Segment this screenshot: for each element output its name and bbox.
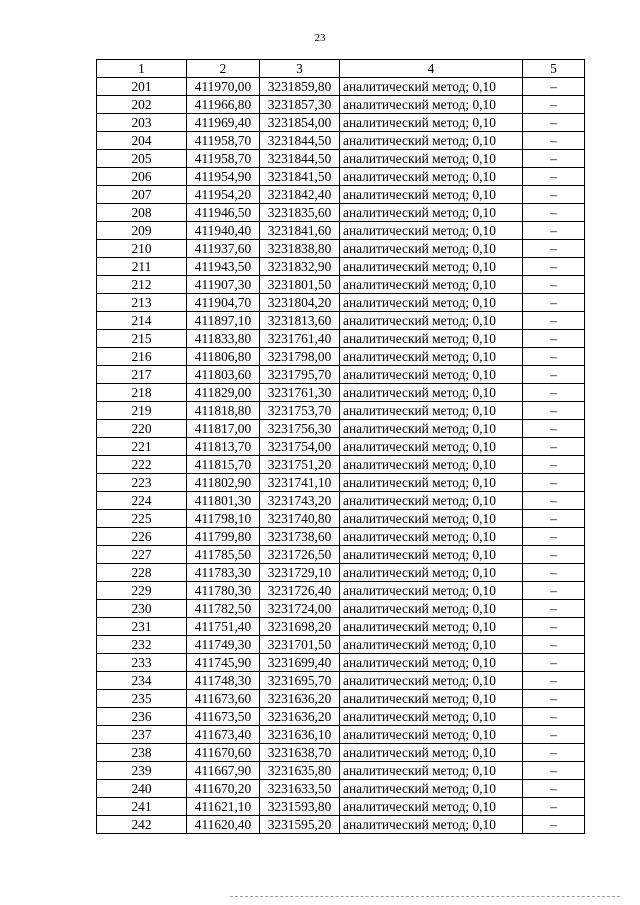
table-row	[97, 204, 585, 222]
cell-col-3: 3231701,50	[260, 636, 340, 654]
cell-col-4: аналитический метод; 0,10	[340, 114, 523, 132]
cell-col-3: 3231595,20	[260, 816, 340, 834]
cell-col-5: –	[523, 258, 585, 276]
cell-col-2: 411802,90	[187, 474, 260, 492]
cell-col-4: аналитический метод; 0,10	[340, 546, 523, 564]
cell-col-4: аналитический метод; 0,10	[340, 654, 523, 672]
cell-col-1: 210	[97, 240, 187, 258]
cell-col-4: аналитический метод; 0,10	[340, 294, 523, 312]
table-row	[97, 276, 585, 294]
cell-col-4: аналитический метод; 0,10	[340, 798, 523, 816]
cell-col-3: 3231859,80	[260, 78, 340, 96]
cell-col-3: 3231698,20	[260, 618, 340, 636]
table-row	[97, 618, 585, 636]
cell-col-5: –	[523, 294, 585, 312]
cell-col-1: 223	[97, 474, 187, 492]
table-row	[97, 384, 585, 402]
table-row	[97, 654, 585, 672]
cell-col-2: 411799,80	[187, 528, 260, 546]
cell-col-3: 3231844,50	[260, 132, 340, 150]
cell-col-4: аналитический метод; 0,10	[340, 456, 523, 474]
cell-col-5: –	[523, 492, 585, 510]
cell-col-2: 411673,40	[187, 726, 260, 744]
cell-col-2: 411620,40	[187, 816, 260, 834]
cell-col-1: 228	[97, 564, 187, 582]
table-row	[97, 186, 585, 204]
cell-col-4: аналитический метод; 0,10	[340, 186, 523, 204]
cell-col-1: 212	[97, 276, 187, 294]
cell-col-3: 3231804,20	[260, 294, 340, 312]
cell-col-1: 205	[97, 150, 187, 168]
cell-col-1: 230	[97, 600, 187, 618]
cell-col-2: 411954,20	[187, 186, 260, 204]
cell-col-1: 207	[97, 186, 187, 204]
cell-col-1: 234	[97, 672, 187, 690]
cell-col-5: –	[523, 546, 585, 564]
cell-col-5: –	[523, 762, 585, 780]
table-row	[97, 582, 585, 600]
cell-col-5: –	[523, 240, 585, 258]
cell-col-3: 3231795,70	[260, 366, 340, 384]
cell-col-3: 3231801,50	[260, 276, 340, 294]
cell-col-5: –	[523, 708, 585, 726]
cell-col-3: 3231756,30	[260, 420, 340, 438]
cell-col-2: 411969,40	[187, 114, 260, 132]
table-row	[97, 456, 585, 474]
cell-col-5: –	[523, 780, 585, 798]
cell-col-1: 239	[97, 762, 187, 780]
cell-col-4: аналитический метод; 0,10	[340, 312, 523, 330]
cell-col-3: 3231726,40	[260, 582, 340, 600]
cell-col-5: –	[523, 672, 585, 690]
cell-col-1: 215	[97, 330, 187, 348]
cell-col-1: 238	[97, 744, 187, 762]
cell-col-4: аналитический метод; 0,10	[340, 276, 523, 294]
cell-col-5: –	[523, 456, 585, 474]
cell-col-5: –	[523, 276, 585, 294]
cell-col-3: 3231835,60	[260, 204, 340, 222]
cell-col-2: 411806,80	[187, 348, 260, 366]
cell-col-2: 411749,30	[187, 636, 260, 654]
table-row	[97, 636, 585, 654]
cell-col-2: 411829,00	[187, 384, 260, 402]
cell-col-3: 3231740,80	[260, 510, 340, 528]
cell-col-4: аналитический метод; 0,10	[340, 258, 523, 276]
table-row	[97, 240, 585, 258]
cell-col-5: –	[523, 564, 585, 582]
footer-scan-marks	[230, 896, 620, 900]
cell-col-1: 242	[97, 816, 187, 834]
cell-col-3: 3231753,70	[260, 402, 340, 420]
cell-col-5: –	[523, 330, 585, 348]
column-header-2: 2	[187, 60, 260, 78]
cell-col-1: 232	[97, 636, 187, 654]
cell-col-3: 3231841,50	[260, 168, 340, 186]
cell-col-5: –	[523, 222, 585, 240]
cell-col-4: аналитический метод; 0,10	[340, 816, 523, 834]
table-row	[97, 726, 585, 744]
table-row	[97, 708, 585, 726]
cell-col-4: аналитический метод; 0,10	[340, 78, 523, 96]
cell-col-1: 229	[97, 582, 187, 600]
cell-col-1: 237	[97, 726, 187, 744]
table-row	[97, 312, 585, 330]
cell-col-1: 220	[97, 420, 187, 438]
table-row	[97, 510, 585, 528]
cell-col-3: 3231832,90	[260, 258, 340, 276]
cell-col-1: 209	[97, 222, 187, 240]
cell-col-3: 3231751,20	[260, 456, 340, 474]
table-row	[97, 330, 585, 348]
cell-col-4: аналитический метод; 0,10	[340, 726, 523, 744]
cell-col-5: –	[523, 384, 585, 402]
cell-col-1: 216	[97, 348, 187, 366]
cell-col-2: 411748,30	[187, 672, 260, 690]
cell-col-2: 411780,30	[187, 582, 260, 600]
cell-col-5: –	[523, 96, 585, 114]
cell-col-1: 222	[97, 456, 187, 474]
cell-col-4: аналитический метод; 0,10	[340, 366, 523, 384]
cell-col-4: аналитический метод; 0,10	[340, 744, 523, 762]
coordinates-table	[96, 59, 585, 834]
cell-col-3: 3231857,30	[260, 96, 340, 114]
cell-col-2: 411670,20	[187, 780, 260, 798]
cell-col-3: 3231761,30	[260, 384, 340, 402]
cell-col-3: 3231813,60	[260, 312, 340, 330]
cell-col-2: 411670,60	[187, 744, 260, 762]
cell-col-2: 411897,10	[187, 312, 260, 330]
column-header-3: 3	[260, 60, 340, 78]
page-number: 23	[314, 32, 326, 44]
cell-col-2: 411943,50	[187, 258, 260, 276]
cell-col-4: аналитический метод; 0,10	[340, 780, 523, 798]
cell-col-2: 411813,70	[187, 438, 260, 456]
cell-col-1: 204	[97, 132, 187, 150]
cell-col-4: аналитический метод; 0,10	[340, 762, 523, 780]
table-row	[97, 564, 585, 582]
cell-col-5: –	[523, 312, 585, 330]
cell-col-3: 3231842,40	[260, 186, 340, 204]
cell-col-1: 203	[97, 114, 187, 132]
cell-col-4: аналитический метод; 0,10	[340, 474, 523, 492]
cell-col-5: –	[523, 636, 585, 654]
cell-col-5: –	[523, 366, 585, 384]
cell-col-2: 411907,30	[187, 276, 260, 294]
cell-col-5: –	[523, 510, 585, 528]
table-row	[97, 780, 585, 798]
cell-col-4: аналитический метод; 0,10	[340, 510, 523, 528]
cell-col-3: 3231838,80	[260, 240, 340, 258]
cell-col-3: 3231635,80	[260, 762, 340, 780]
cell-col-2: 411970,00	[187, 78, 260, 96]
cell-col-5: –	[523, 420, 585, 438]
cell-col-5: –	[523, 132, 585, 150]
cell-col-2: 411783,30	[187, 564, 260, 582]
cell-col-2: 411954,90	[187, 168, 260, 186]
cell-col-2: 411751,40	[187, 618, 260, 636]
cell-col-4: аналитический метод; 0,10	[340, 600, 523, 618]
cell-col-5: –	[523, 582, 585, 600]
cell-col-5: –	[523, 798, 585, 816]
cell-col-4: аналитический метод; 0,10	[340, 618, 523, 636]
table-row	[97, 366, 585, 384]
cell-col-5: –	[523, 816, 585, 834]
cell-col-5: –	[523, 114, 585, 132]
cell-col-5: –	[523, 438, 585, 456]
cell-col-1: 208	[97, 204, 187, 222]
cell-col-2: 411815,70	[187, 456, 260, 474]
cell-col-3: 3231844,50	[260, 150, 340, 168]
cell-col-2: 411785,50	[187, 546, 260, 564]
cell-col-4: аналитический метод; 0,10	[340, 636, 523, 654]
cell-col-1: 225	[97, 510, 187, 528]
cell-col-5: –	[523, 168, 585, 186]
cell-col-1: 240	[97, 780, 187, 798]
cell-col-1: 224	[97, 492, 187, 510]
cell-col-3: 3231729,10	[260, 564, 340, 582]
cell-col-1: 214	[97, 312, 187, 330]
table-body	[97, 78, 585, 834]
cell-col-2: 411745,90	[187, 654, 260, 672]
cell-col-3: 3231699,40	[260, 654, 340, 672]
cell-col-4: аналитический метод; 0,10	[340, 708, 523, 726]
cell-col-2: 411904,70	[187, 294, 260, 312]
cell-col-3: 3231633,50	[260, 780, 340, 798]
cell-col-3: 3231738,60	[260, 528, 340, 546]
cell-col-4: аналитический метод; 0,10	[340, 348, 523, 366]
table-row	[97, 150, 585, 168]
cell-col-3: 3231741,10	[260, 474, 340, 492]
table-row	[97, 744, 585, 762]
table-row	[97, 420, 585, 438]
table-header-row	[97, 60, 585, 78]
cell-col-2: 411673,60	[187, 690, 260, 708]
cell-col-3: 3231726,50	[260, 546, 340, 564]
table-row	[97, 816, 585, 834]
cell-col-4: аналитический метод; 0,10	[340, 168, 523, 186]
cell-col-1: 226	[97, 528, 187, 546]
cell-col-3: 3231743,20	[260, 492, 340, 510]
cell-col-2: 411801,30	[187, 492, 260, 510]
cell-col-4: аналитический метод; 0,10	[340, 384, 523, 402]
table-row	[97, 348, 585, 366]
cell-col-4: аналитический метод; 0,10	[340, 582, 523, 600]
cell-col-5: –	[523, 150, 585, 168]
cell-col-2: 411940,40	[187, 222, 260, 240]
cell-col-3: 3231841,60	[260, 222, 340, 240]
cell-col-5: –	[523, 348, 585, 366]
cell-col-5: –	[523, 186, 585, 204]
table-row	[97, 546, 585, 564]
cell-col-5: –	[523, 528, 585, 546]
cell-col-4: аналитический метод; 0,10	[340, 150, 523, 168]
table-row	[97, 402, 585, 420]
cell-col-2: 411818,80	[187, 402, 260, 420]
cell-col-3: 3231636,20	[260, 708, 340, 726]
cell-col-5: –	[523, 654, 585, 672]
table-row	[97, 258, 585, 276]
table-row	[97, 600, 585, 618]
table-row	[97, 168, 585, 186]
cell-col-1: 218	[97, 384, 187, 402]
table-row	[97, 528, 585, 546]
cell-col-3: 3231761,40	[260, 330, 340, 348]
cell-col-1: 233	[97, 654, 187, 672]
cell-col-5: –	[523, 726, 585, 744]
cell-col-2: 411798,10	[187, 510, 260, 528]
cell-col-2: 411782,50	[187, 600, 260, 618]
cell-col-1: 213	[97, 294, 187, 312]
cell-col-2: 411958,70	[187, 150, 260, 168]
cell-col-1: 219	[97, 402, 187, 420]
table-row	[97, 438, 585, 456]
cell-col-2: 411966,80	[187, 96, 260, 114]
cell-col-5: –	[523, 474, 585, 492]
cell-col-4: аналитический метод; 0,10	[340, 438, 523, 456]
cell-col-2: 411946,50	[187, 204, 260, 222]
table-row	[97, 132, 585, 150]
cell-col-1: 202	[97, 96, 187, 114]
cell-col-1: 211	[97, 258, 187, 276]
cell-col-5: –	[523, 600, 585, 618]
column-header-5: 5	[523, 60, 585, 78]
table-row	[97, 672, 585, 690]
cell-col-4: аналитический метод; 0,10	[340, 528, 523, 546]
cell-col-1: 236	[97, 708, 187, 726]
cell-col-4: аналитический метод; 0,10	[340, 222, 523, 240]
cell-col-3: 3231636,20	[260, 690, 340, 708]
cell-col-5: –	[523, 78, 585, 96]
cell-col-3: 3231854,00	[260, 114, 340, 132]
cell-col-1: 231	[97, 618, 187, 636]
table-row	[97, 492, 585, 510]
cell-col-4: аналитический метод; 0,10	[340, 240, 523, 258]
table-row	[97, 690, 585, 708]
table-row	[97, 222, 585, 240]
cell-col-2: 411621,10	[187, 798, 260, 816]
table-row	[97, 474, 585, 492]
cell-col-3: 3231724,00	[260, 600, 340, 618]
cell-col-4: аналитический метод; 0,10	[340, 204, 523, 222]
table-row	[97, 798, 585, 816]
cell-col-4: аналитический метод; 0,10	[340, 492, 523, 510]
cell-col-4: аналитический метод; 0,10	[340, 330, 523, 348]
cell-col-1: 241	[97, 798, 187, 816]
cell-col-3: 3231798,00	[260, 348, 340, 366]
cell-col-3: 3231636,10	[260, 726, 340, 744]
cell-col-4: аналитический метод; 0,10	[340, 564, 523, 582]
cell-col-5: –	[523, 744, 585, 762]
cell-col-4: аналитический метод; 0,10	[340, 96, 523, 114]
cell-col-2: 411817,00	[187, 420, 260, 438]
cell-col-4: аналитический метод; 0,10	[340, 672, 523, 690]
column-header-4: 4	[340, 60, 523, 78]
cell-col-4: аналитический метод; 0,10	[340, 402, 523, 420]
cell-col-5: –	[523, 618, 585, 636]
table-row	[97, 762, 585, 780]
cell-col-2: 411803,60	[187, 366, 260, 384]
table-row	[97, 114, 585, 132]
cell-col-3: 3231638,70	[260, 744, 340, 762]
table-row	[97, 78, 585, 96]
cell-col-2: 411673,50	[187, 708, 260, 726]
cell-col-1: 217	[97, 366, 187, 384]
cell-col-2: 411833,80	[187, 330, 260, 348]
cell-col-1: 206	[97, 168, 187, 186]
cell-col-1: 227	[97, 546, 187, 564]
cell-col-1: 221	[97, 438, 187, 456]
cell-col-4: аналитический метод; 0,10	[340, 420, 523, 438]
cell-col-5: –	[523, 690, 585, 708]
table-row	[97, 96, 585, 114]
cell-col-3: 3231593,80	[260, 798, 340, 816]
cell-col-1: 201	[97, 78, 187, 96]
cell-col-3: 3231695,70	[260, 672, 340, 690]
column-header-1: 1	[97, 60, 187, 78]
cell-col-1: 235	[97, 690, 187, 708]
cell-col-2: 411958,70	[187, 132, 260, 150]
cell-col-2: 411667,90	[187, 762, 260, 780]
cell-col-5: –	[523, 402, 585, 420]
table-row	[97, 294, 585, 312]
cell-col-2: 411937,60	[187, 240, 260, 258]
cell-col-4: аналитический метод; 0,10	[340, 132, 523, 150]
cell-col-5: –	[523, 204, 585, 222]
cell-col-4: аналитический метод; 0,10	[340, 690, 523, 708]
cell-col-3: 3231754,00	[260, 438, 340, 456]
